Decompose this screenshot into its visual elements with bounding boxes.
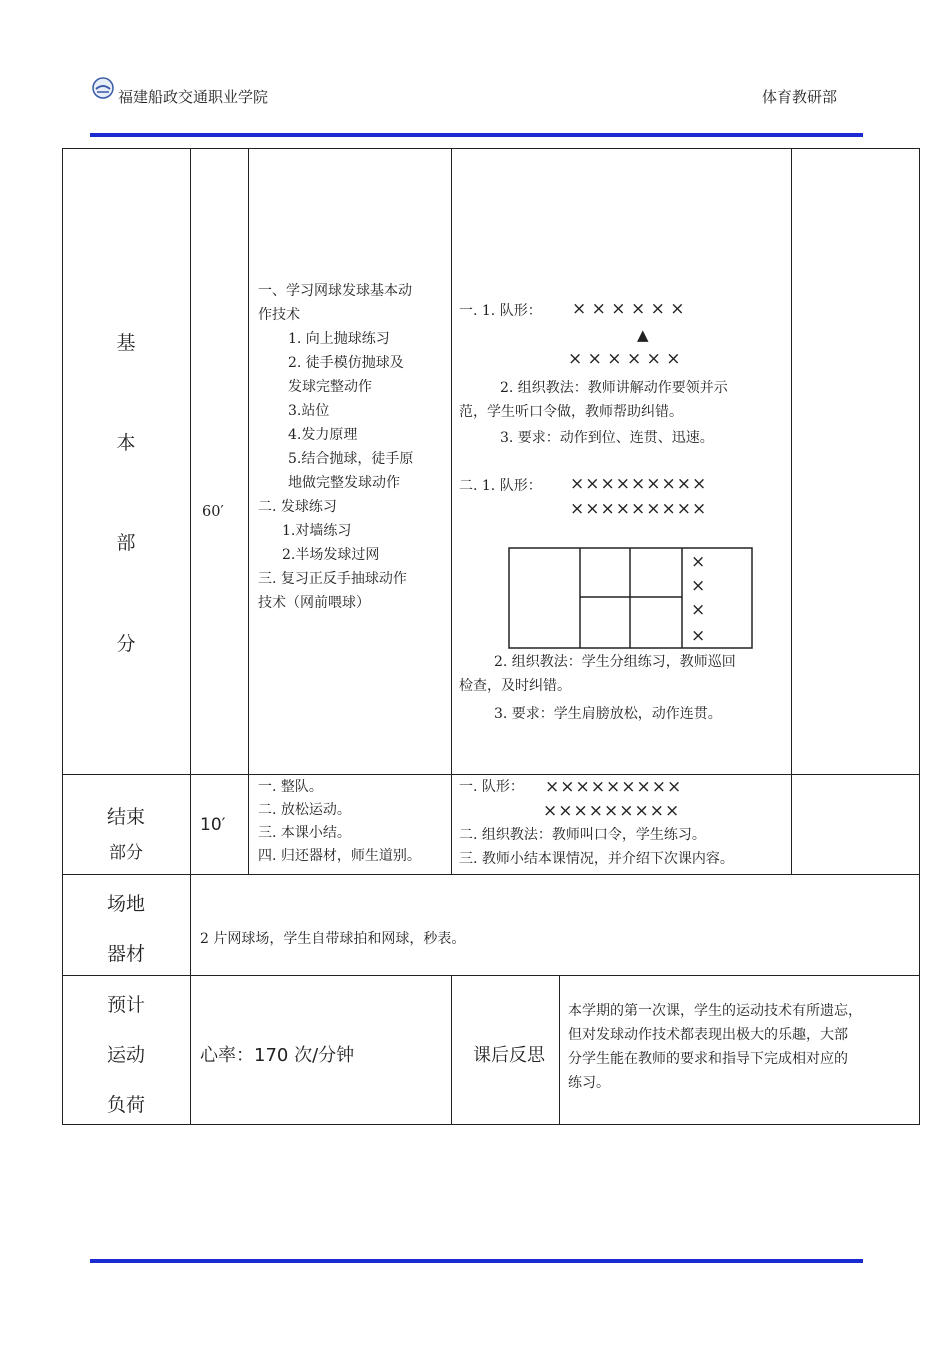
content-line: 发球完整动作 <box>288 379 372 395</box>
triangle-icon: ▲ <box>637 326 649 344</box>
org1-formation-row2: × × × × × × <box>568 349 681 369</box>
court-player-mark: × <box>691 600 706 620</box>
reflection-line: 但对发球动作技术都表现出极大的乐趣，大部 <box>568 1027 848 1043</box>
end-formation-label: 一. 队形： <box>459 779 524 795</box>
main-section-label-3: 部 <box>116 532 136 554</box>
court-player-mark: × <box>691 576 706 596</box>
reflection-line: 练习。 <box>568 1075 610 1091</box>
main-section-label-2: 本 <box>116 432 136 454</box>
org1-formation-row1: × × × × × × <box>572 299 685 319</box>
school-name: 福建船政交通职业学院 <box>118 88 269 106</box>
main-section-time: 60′ <box>202 504 224 520</box>
venue-label-1: 场地 <box>106 893 145 915</box>
department-name: 体育教研部 <box>762 88 838 106</box>
org1-method: 2. 组织教法：教师讲解动作要领并示 <box>500 380 728 396</box>
end-section-label-1: 结束 <box>106 806 145 828</box>
end-formation-row2: ××××××××× <box>543 801 681 821</box>
content-line: 2. 徒手模仿抛球及 <box>288 355 404 371</box>
end-content <box>258 776 450 868</box>
org2-method: 2. 组织教法：学生分组练习，教师巡回 <box>494 654 736 670</box>
end-method: 二. 组织教法：教师叫口令，学生练习。 <box>459 827 706 843</box>
org1-method-2: 范，学生听口令做，教师帮助纠错。 <box>459 404 683 420</box>
reflection-line: 分学生能在教师的要求和指导下完成相对应的 <box>568 1051 848 1067</box>
venue-equipment-text: 2 片网球场，学生自带球拍和网球，秒表。 <box>200 931 466 947</box>
content-line: 技术（网前喂球） <box>258 595 370 611</box>
court-player-mark: × <box>691 626 706 646</box>
header-rule <box>90 133 863 137</box>
content-line: 4.发力原理 <box>288 427 358 443</box>
content-line: 1. 向上抛球练习 <box>288 331 390 347</box>
court-player-mark: × <box>691 552 706 572</box>
org1-formation-label: 一. 1. 队形： <box>459 303 542 319</box>
load-label-2: 运动 <box>106 1044 145 1066</box>
main-section-label-4: 分 <box>116 633 136 655</box>
content-line: 地做完整发球动作 <box>288 475 400 491</box>
end-section-time: 10′ <box>200 815 226 835</box>
reflection-text <box>568 999 918 1095</box>
content-line: 二. 发球练习 <box>258 499 337 515</box>
footer-rule <box>90 1259 863 1263</box>
content-line: 5.结合抛球，徒手原 <box>288 451 414 467</box>
content-line: 一. 整队。 <box>258 779 323 795</box>
reflection-line: 本学期的第一次课，学生的运动技术有所遗忘， <box>568 1003 862 1019</box>
end-summary: 三. 教师小结本课情况，并介绍下次课内容。 <box>459 851 734 867</box>
lesson-plan-table <box>62 148 920 1125</box>
org2-formation-row2: ××××××××× <box>570 499 708 519</box>
venue-label-2: 器材 <box>106 943 145 965</box>
content-line: 四. 归还器材，师生道别。 <box>258 848 421 864</box>
reflection-label: 课后反思 <box>473 1045 545 1066</box>
content-line: 三. 本课小结。 <box>258 825 351 841</box>
tennis-court-diagram <box>508 547 754 651</box>
load-label-1: 预计 <box>106 994 145 1016</box>
content-line: 1.对墙练习 <box>282 523 352 539</box>
org1-requirement: 3. 要求：动作到位、连贯、迅速。 <box>500 430 714 446</box>
content-line: 一、学习网球发球基本动 <box>258 283 412 299</box>
main-section-label-1: 基 <box>116 332 136 354</box>
content-line: 2.半场发球过网 <box>282 547 380 563</box>
content-line: 作技术 <box>258 307 300 323</box>
content-line: 二. 放松运动。 <box>258 802 351 818</box>
end-formation-row1: ××××××××× <box>545 777 683 797</box>
heart-rate: 心率：170 次/分钟 <box>200 1045 355 1066</box>
content-line: 3.站位 <box>288 403 330 419</box>
content-line: 三. 复习正反手抽球动作 <box>258 571 407 587</box>
main-content <box>258 279 448 615</box>
end-section-label-2: 部分 <box>109 843 143 863</box>
org2-formation-row1: ××××××××× <box>570 474 708 494</box>
org2-method-2: 检查，及时纠错。 <box>459 678 571 694</box>
org2-requirement: 3. 要求：学生肩膀放松，动作连贯。 <box>494 706 722 722</box>
school-emblem-icon <box>92 77 114 99</box>
load-label-3: 负荷 <box>106 1094 145 1116</box>
org2-formation-label: 二. 1. 队形： <box>459 478 542 494</box>
